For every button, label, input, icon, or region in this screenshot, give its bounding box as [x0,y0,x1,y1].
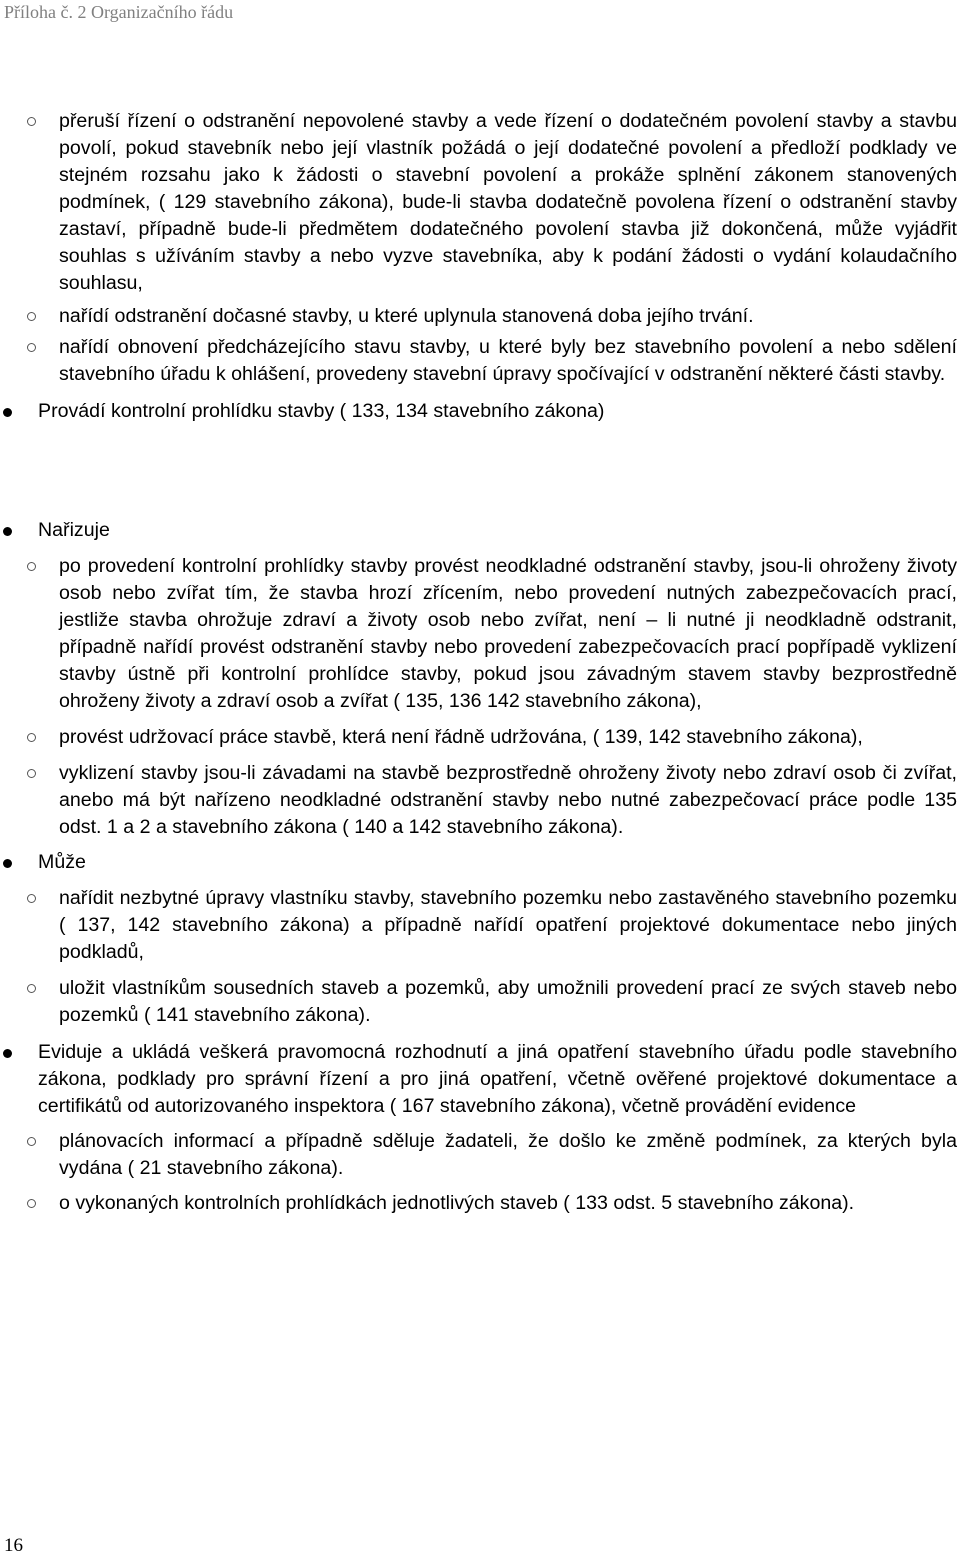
document-body [0,108,960,1217]
hollow-bullet-icon [27,984,36,993]
hollow-bullet-icon [27,733,36,742]
hollow-bullet-icon [27,562,36,571]
list-item-text: uložit vlastníkům sousedních staveb a pozemků, aby umožnili provedení prací ze svých staveb nebo pozemků ( 141 stavebního zákona). [59,977,957,1026]
list-item [0,1190,960,1217]
list-item-text: o vykonaných kontrolních prohlídkách jednotlivých staveb ( 133 odst. 5 stavebního zákona). [59,1192,855,1214]
list-item-text: přeruší řízení o odstranění nepovolené stavby a vede řízení o dodatečném povolení stavby a stavbu povolí, pokud stavebník nebo její vlastník požádá o její dodatečné povolení a předloží podklady ve stejném rozsahu jako k žádosti o stavební povolení a prokáže splnění zákonem stanovených podmínek, ( 129 stavebního zákona), bude-li stavba dodatečně povolena řízení o odstranění stavby zastaví, případně bude-li předmětem dodatečného povolení stavba již dokončená, může vyjádřit souhlas s užíváním stavby a nebo vyzve stavebníka, aby k podání žádosti o vydání kolaudačního souhlasu, [59,110,957,294]
hollow-bullet-icon [27,1199,36,1208]
list-item-text: Provádí kontrolní prohlídku stavby ( 133, 134 stavebního zákona) [38,400,605,422]
list-item [0,1128,960,1182]
hollow-bullet-icon [27,769,36,778]
bullet-icon [3,1049,12,1058]
hollow-bullet-icon [27,894,36,903]
list-item-text: Eviduje a ukládá veškerá pravomocná rozhodnutí a jiná opatření stavebního úřadu podle stavebního zákona, podklady pro správní řízení a pro jiná opatření, včetně ověřené projektové dokumentace a certifikátů od autorizovaného inspektora ( 167 stavebního zákona), včetně provádění evidence [38,1041,957,1117]
hollow-bullet-icon [27,312,36,321]
list-item [0,303,960,330]
list-item-text: Nařizuje [38,519,110,541]
list-item-text: Může [38,851,86,873]
hollow-bullet-icon [27,1137,36,1146]
list-item [0,517,960,544]
bullet-icon [3,859,12,868]
list-item [0,724,960,751]
list-item [0,334,960,388]
list-item [0,398,960,425]
list-item [0,849,960,876]
list-item-text: vyklizení stavby jsou-li závadami na stavbě bezprostředně ohroženy životy nebo zdraví osob či zvířat, anebo má být nařízeno neodkladné odstranění stavby nebo nutné zabezpečovací práce podle 135 odst. 1 a 2 a stavebního zákona ( 140 a 142 stavebního zákona). [59,762,957,838]
bullet-icon [3,527,12,536]
list-item-text: po provedení kontrolní prohlídky stavby provést neodkladné odstranění stavby, jsou-li ohroženy životy osob nebo zvířat tím, že stavba hrozí zřícením, nebo provedení nutných zabezpečovacích prací, jestliže stavba ohrožuje zdraví a životy osob nebo zvířat, není – li nutné ji neodkladně odstranit, případně nařídí provést odstranění stavby nebo provedení zabezpečovacích prací popřípadě vyklizení stavby ústně při kontrolní prohlídce stavby, pokud jsou závadným stavem stavby bezprostředně ohroženy životy a zdraví osob a zvířat ( 135, 136 142 stavebního zákona), [59,555,957,712]
list-item [0,760,960,841]
list-item-text: nařídit nezbytné úpravy vlastníku stavby, stavebního pozemku nebo zastavěného stavebního pozemku ( 137, 142 stavebního zákona) a případně nařídí opatření projektové dokumentace nebo jiných podkladů, [59,887,957,963]
list-item-text: plánovacích informací a případně sděluje žadateli, že došlo ke změně podmínek, za kterých byla vydána ( 21 stavebního zákona). [59,1130,957,1179]
list-item-text: nařídí obnovení předcházejícího stavu stavby, u které byly bez stavebního povolení a nebo sdělení stavebního úřadu k ohlášení, provedeny stavební úpravy spočívající v odstranění některé části stavby. [59,336,957,385]
page-number: 16 [4,1535,23,1556]
list-item-text: nařídí odstranění dočasné stavby, u které uplynula stanovená doba jejího trvání. [59,305,754,327]
list-item-text: provést udržovací práce stavbě, která není řádně udržována, ( 139, 142 stavebního zákona), [59,726,863,748]
bullet-icon [3,408,12,417]
list-item [0,1039,960,1120]
hollow-bullet-icon [27,117,36,126]
list-item [0,975,960,1029]
list-item [0,553,960,715]
hollow-bullet-icon [27,343,36,352]
list-item [0,108,960,297]
page-header: Příloha č. 2 Organizačního řádu [4,2,234,22]
list-item [0,885,960,966]
